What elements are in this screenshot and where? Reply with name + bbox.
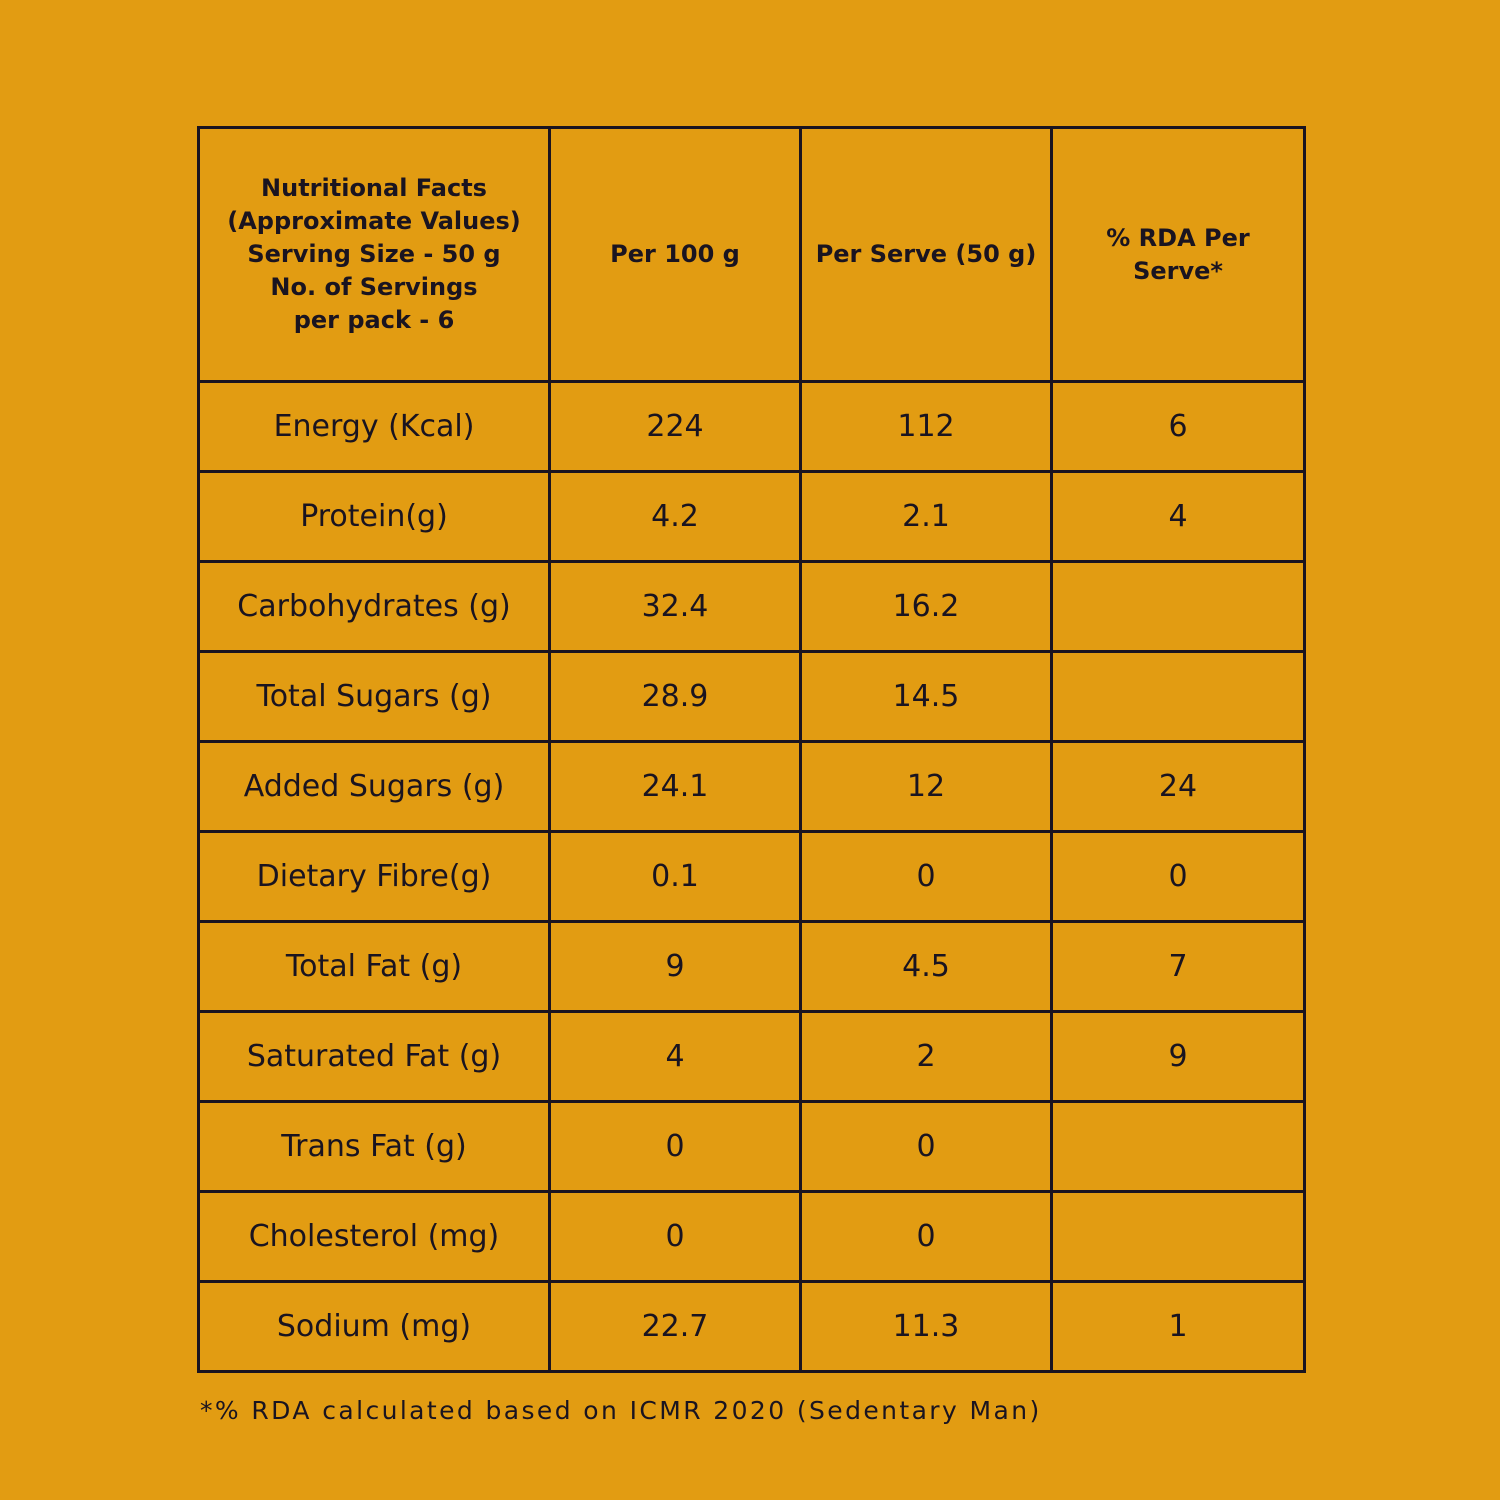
nutrition-facts-table [197, 126, 1306, 1373]
value-per-serve: 0 [801, 832, 1052, 922]
value-per-serve: 12 [801, 742, 1052, 832]
value-per-100g: 32.4 [550, 562, 801, 652]
table-header-row [199, 128, 1305, 382]
value-per-serve: 2 [801, 1012, 1052, 1102]
nutrient-name: Protein(g) [199, 472, 550, 562]
rda-footnote: *% RDA calculated based on ICMR 2020 (Sedentary Man) [200, 1396, 1042, 1425]
value-rda: 1 [1052, 1282, 1305, 1372]
value-per-serve: 112 [801, 382, 1052, 472]
nutrient-name: Cholesterol (mg) [199, 1192, 550, 1282]
value-per-serve: 16.2 [801, 562, 1052, 652]
table-row [199, 652, 1305, 742]
table-row [199, 922, 1305, 1012]
header-per-100g: Per 100 g [550, 128, 801, 382]
value-per-100g: 9 [550, 922, 801, 1012]
value-rda [1052, 652, 1305, 742]
nutrient-name: Sodium (mg) [199, 1282, 550, 1372]
value-per-100g: 0.1 [550, 832, 801, 922]
table-row [199, 382, 1305, 472]
value-per-serve: 4.5 [801, 922, 1052, 1012]
value-rda: 4 [1052, 472, 1305, 562]
table-row [199, 562, 1305, 652]
nutrient-name: Energy (Kcal) [199, 382, 550, 472]
value-per-serve: 0 [801, 1102, 1052, 1192]
value-per-100g: 4 [550, 1012, 801, 1102]
value-rda: 24 [1052, 742, 1305, 832]
value-per-serve: 11.3 [801, 1282, 1052, 1372]
value-per-100g: 24.1 [550, 742, 801, 832]
value-rda [1052, 1102, 1305, 1192]
value-per-serve: 2.1 [801, 472, 1052, 562]
value-per-100g: 224 [550, 382, 801, 472]
value-rda [1052, 1192, 1305, 1282]
table-row [199, 1282, 1305, 1372]
value-per-100g: 0 [550, 1102, 801, 1192]
value-per-100g: 0 [550, 1192, 801, 1282]
nutrient-name: Carbohydrates (g) [199, 562, 550, 652]
nutrient-name: Dietary Fibre(g) [199, 832, 550, 922]
value-per-100g: 22.7 [550, 1282, 801, 1372]
nutrient-name: Total Fat (g) [199, 922, 550, 1012]
nutrient-name: Total Sugars (g) [199, 652, 550, 742]
value-rda [1052, 562, 1305, 652]
table-row [199, 742, 1305, 832]
table-row [199, 1012, 1305, 1102]
value-rda: 9 [1052, 1012, 1305, 1102]
value-per-100g: 28.9 [550, 652, 801, 742]
table-row [199, 472, 1305, 562]
value-rda: 0 [1052, 832, 1305, 922]
header-nutrition-facts: Nutritional Facts (Approximate Values) Serving Size - 50 g No. of Servings per pack - 6 [199, 128, 550, 382]
value-per-serve: 0 [801, 1192, 1052, 1282]
header-per-serve: Per Serve (50 g) [801, 128, 1052, 382]
value-rda: 7 [1052, 922, 1305, 1012]
nutrient-name: Added Sugars (g) [199, 742, 550, 832]
value-per-serve: 14.5 [801, 652, 1052, 742]
table-row [199, 832, 1305, 922]
table-row [199, 1192, 1305, 1282]
table-row [199, 1102, 1305, 1192]
nutrient-name: Saturated Fat (g) [199, 1012, 550, 1102]
header-rda-per-serve: % RDA Per Serve* [1052, 128, 1305, 382]
value-rda: 6 [1052, 382, 1305, 472]
nutrient-name: Trans Fat (g) [199, 1102, 550, 1192]
value-per-100g: 4.2 [550, 472, 801, 562]
